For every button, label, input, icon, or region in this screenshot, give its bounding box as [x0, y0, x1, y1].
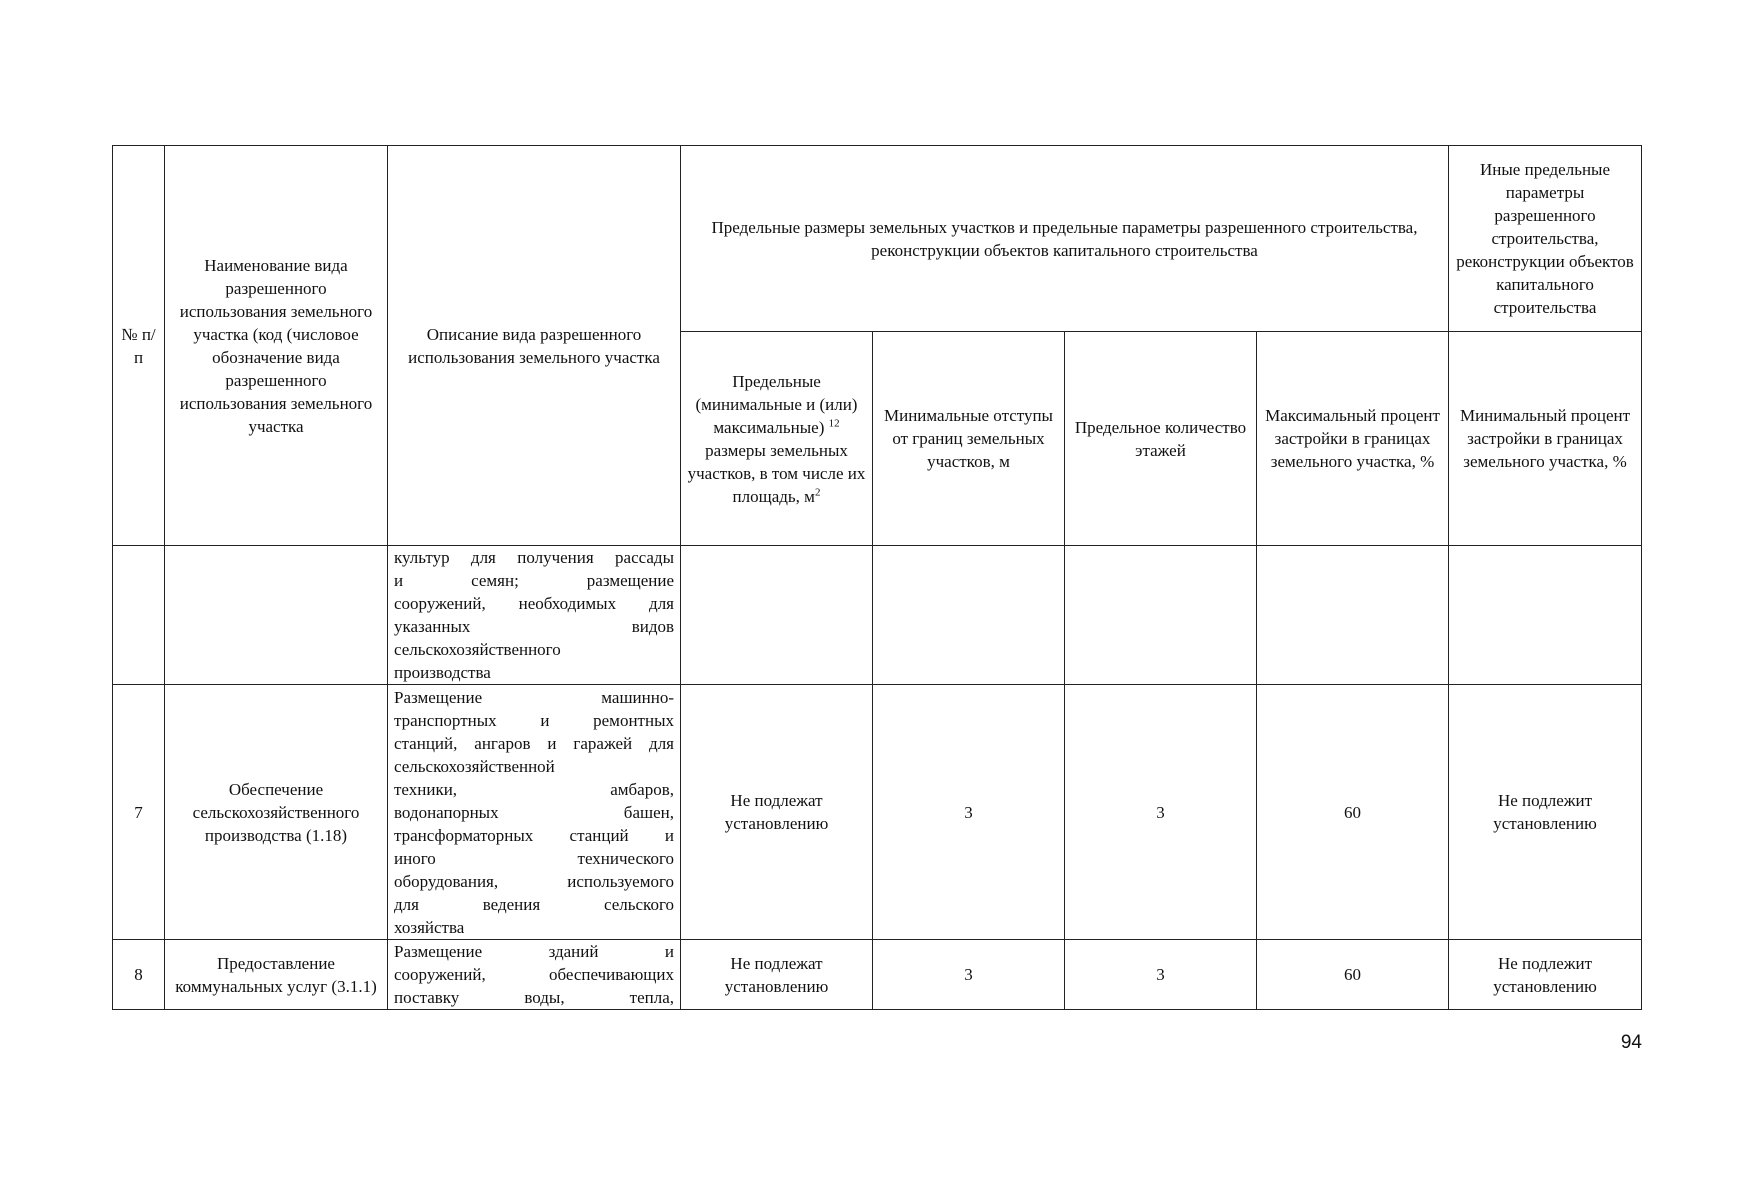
desc-line: культур для получения рассады: [394, 548, 674, 567]
desc-line: водонапорных башен,: [394, 802, 674, 822]
row-name: [165, 546, 388, 685]
header-size: [681, 332, 873, 546]
desc-line: оборудования, используемого: [394, 871, 674, 891]
desc-line: сельскохозяйственного: [394, 640, 561, 659]
header-floors: Предельное количество этажей: [1065, 332, 1257, 546]
header-num: № п/п: [113, 146, 165, 546]
header-size-text: Предельные (минимальные и (или) максимальные): [695, 371, 858, 437]
row-size: Не подлежат установлению: [681, 940, 873, 1010]
desc-line: станций, ангаров и гаражей для: [394, 733, 674, 753]
row-num: 8: [113, 940, 165, 1010]
row-floors: [1065, 546, 1257, 685]
desc-line: Размещение зданий и: [394, 942, 674, 961]
table-row: [113, 940, 1642, 1010]
desc-line: Размещение машинно-: [394, 687, 674, 707]
header-name: Наименование вида разрешенного использования земельного участка (код (числовое обозначение вида разрешенного использования земельного участка: [165, 146, 388, 546]
row-num: 7: [113, 685, 165, 940]
row-max-build: 60: [1257, 685, 1449, 940]
row-floors: 3: [1065, 940, 1257, 1010]
row-description: [388, 685, 681, 940]
desc-line: трансформаторных станций и: [394, 825, 674, 845]
header-limits-group: Предельные размеры земельных участков и предельные параметры разрешенного строительства, реконструкции объектов капитального строительства: [681, 146, 1449, 332]
row-num: [113, 546, 165, 685]
header-size-rest: размеры земельных участков, в том числе их площадь, м: [687, 440, 866, 506]
desc-line: техники, амбаров,: [394, 779, 674, 799]
table-row: [113, 546, 1642, 685]
row-description: [388, 546, 681, 685]
row-size: [681, 546, 873, 685]
row-setbacks: 3: [873, 685, 1065, 940]
header-size-unit-sup: 2: [814, 485, 821, 498]
header-min-build: Минимальный процент застройки в границах земельного участка, %: [1449, 332, 1642, 546]
row-setbacks: [873, 546, 1065, 685]
zoning-parameters-table: [112, 145, 1642, 1010]
header-size-footnote: 12: [828, 416, 840, 429]
header-setbacks: Минимальные отступы от границ земельных участков, м: [873, 332, 1065, 546]
desc-line: и семян; размещение: [394, 571, 674, 590]
page-number: 94: [1620, 1032, 1642, 1053]
desc-line: хозяйства: [394, 917, 465, 937]
row-size: Не подлежат установлению: [681, 685, 873, 940]
header-other-group: Иные предельные параметры разрешенного строительства, реконструкции объектов капитального строительства: [1449, 146, 1642, 332]
desc-line: сооружений, необходимых для: [394, 594, 674, 613]
row-description: [388, 940, 681, 1010]
row-setbacks: 3: [873, 940, 1065, 1010]
header-description: Описание вида разрешенного использования земельного участка: [388, 146, 681, 546]
table-row: [113, 685, 1642, 940]
desc-line: для ведения сельского: [394, 894, 674, 914]
desc-line: транспортных и ремонтных: [394, 710, 674, 730]
desc-line: сооружений, обеспечивающих: [394, 965, 674, 984]
desc-line: производства: [394, 663, 491, 682]
header-max-build: Максимальный процент застройки в границах земельного участка, %: [1257, 332, 1449, 546]
row-min-build: Не подлежит установлению: [1449, 685, 1642, 940]
header-row-1: [113, 146, 1642, 332]
desc-line: сельскохозяйственной: [394, 756, 555, 776]
row-name: Предоставление коммунальных услуг (3.1.1): [165, 940, 388, 1010]
row-min-build: Не подлежит установлению: [1449, 940, 1642, 1010]
row-name: Обеспечение сельскохозяйственного производства (1.18): [165, 685, 388, 940]
row-floors: 3: [1065, 685, 1257, 940]
desc-line: поставку воды, тепла,: [394, 988, 674, 1007]
row-max-build: 60: [1257, 940, 1449, 1010]
row-max-build: [1257, 546, 1449, 685]
desc-line: иного технического: [394, 848, 674, 868]
row-min-build: [1449, 546, 1642, 685]
desc-line: указанных видов: [394, 617, 674, 636]
